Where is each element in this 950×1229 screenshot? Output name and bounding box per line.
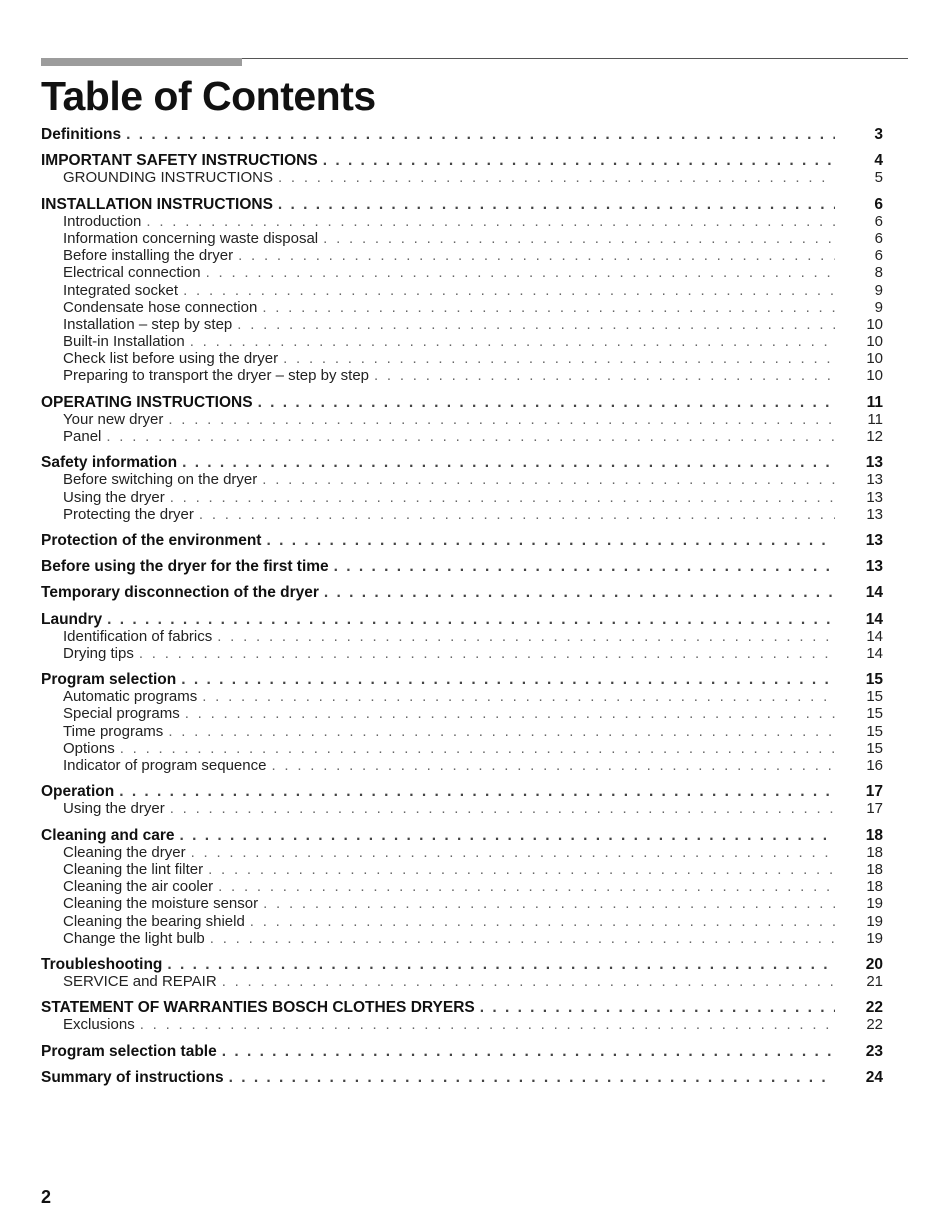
toc-subsection-entry[interactable]: [41, 489, 883, 506]
toc-entry-label: INSTALLATION INSTRUCTIONS: [41, 195, 273, 213]
toc-entry-page: 17: [865, 783, 883, 801]
toc-entry-label: Before switching on the dryer: [63, 471, 258, 489]
dot-leader: [324, 584, 835, 601]
toc-entry-page: 11: [867, 410, 883, 428]
dot-leader: [258, 394, 835, 411]
toc-entry-page: 6: [874, 247, 883, 265]
dot-leader: [262, 471, 835, 488]
dot-leader: [106, 428, 835, 445]
toc-entry-label: Condensate hose connection: [63, 298, 258, 316]
toc-entry-page: 13: [866, 471, 883, 489]
dot-leader: [180, 827, 835, 844]
toc-entry-page: 17: [866, 800, 883, 818]
toc-group: [41, 152, 883, 186]
toc-subsection-entry[interactable]: [41, 800, 883, 817]
toc-section-entry[interactable]: [41, 671, 883, 688]
toc-group: [41, 671, 883, 774]
toc-section-entry[interactable]: [41, 394, 883, 411]
dot-leader: [374, 367, 835, 384]
toc-entry-page: 14: [865, 584, 883, 602]
toc-entry-label: Program selection: [41, 671, 177, 689]
toc-entry-page: 4: [874, 152, 883, 170]
dot-leader: [480, 999, 835, 1016]
toc-group: [41, 196, 883, 385]
toc-subsection-entry[interactable]: [41, 705, 883, 722]
dot-leader: [120, 740, 835, 757]
toc-section-entry[interactable]: [41, 454, 883, 471]
toc-entry-page: 24: [865, 1068, 883, 1086]
toc-entry-label: Safety information: [41, 454, 178, 472]
toc-subsection-entry[interactable]: [41, 1016, 883, 1033]
toc-section-entry[interactable]: [41, 611, 883, 628]
toc-section-entry[interactable]: [41, 558, 883, 575]
toc-group: [41, 126, 883, 143]
toc-subsection-entry[interactable]: [41, 213, 883, 230]
dot-leader: [334, 558, 835, 575]
toc-section-entry[interactable]: [41, 584, 883, 601]
toc-entry-page: 19: [866, 895, 883, 913]
dot-leader: [199, 506, 835, 523]
toc-entry-label: Exclusions: [63, 1016, 135, 1034]
toc-entry-label: Time programs: [63, 722, 164, 740]
toc-entry-page: 15: [865, 671, 883, 689]
toc-section-entry[interactable]: [41, 827, 883, 844]
dot-leader: [183, 282, 835, 299]
toc-group: [41, 584, 883, 601]
dot-leader: [218, 878, 835, 895]
toc-entry-page: 10: [866, 333, 883, 351]
toc-entry-page: 11: [866, 393, 883, 411]
dot-leader: [119, 783, 835, 800]
toc-subsection-entry[interactable]: [41, 913, 883, 930]
toc-entry-label: Using the dryer: [63, 800, 165, 818]
toc-entry-page: 6: [874, 212, 883, 230]
toc-group: [41, 611, 883, 663]
toc-subsection-entry[interactable]: [41, 333, 883, 350]
toc-entry-page: 15: [866, 722, 883, 740]
toc-entry-page: 8: [874, 264, 883, 282]
toc-entry-label: Automatic programs: [63, 688, 198, 706]
dot-leader: [210, 930, 835, 947]
toc-subsection-entry[interactable]: [41, 367, 883, 384]
toc-entry-page: 3: [874, 126, 883, 143]
toc-subsection-entry[interactable]: [41, 230, 883, 247]
toc-entry-label: Special programs: [63, 705, 180, 723]
toc-subsection-entry[interactable]: [41, 757, 883, 774]
toc-group: [41, 827, 883, 947]
toc-entry-label: Cleaning the bearing shield: [63, 912, 245, 930]
toc-subsection-entry[interactable]: [41, 471, 883, 488]
dot-leader: [283, 350, 835, 367]
toc-subsection-entry[interactable]: [41, 299, 883, 316]
toc-entry-label: Electrical connection: [63, 264, 201, 282]
toc-entry-page: 14: [866, 644, 883, 662]
toc-entry-label: Protecting the dryer: [63, 505, 194, 523]
toc-group: [41, 558, 883, 575]
dot-leader: [237, 316, 835, 333]
dot-leader: [139, 645, 835, 662]
toc-entry-page: 13: [865, 454, 883, 472]
toc-group: [41, 454, 883, 523]
toc-entry-label: Protection of the environment: [41, 531, 262, 549]
toc-entry-label: Identification of fabrics: [63, 627, 213, 645]
dot-leader: [250, 913, 835, 930]
toc-entry-label: Using the dryer: [63, 488, 165, 506]
toc-entry-page: 10: [866, 367, 883, 385]
toc-group: [41, 783, 883, 817]
toc-subsection-entry[interactable]: [41, 282, 883, 299]
toc-entry-label: Cleaning the air cooler: [63, 878, 214, 896]
toc-entry-label: Your new dryer: [63, 410, 164, 428]
toc-entry-label: Integrated socket: [63, 281, 179, 299]
toc-section-entry[interactable]: [41, 152, 883, 169]
dot-leader: [146, 213, 835, 230]
dot-leader: [202, 688, 835, 705]
dot-leader: [323, 230, 835, 247]
dot-leader: [140, 1016, 835, 1033]
dot-leader: [206, 264, 835, 281]
toc-entry-label: Indicator of program sequence: [63, 757, 267, 774]
toc-entry-label: STATEMENT OF WARRANTIES BOSCH CLOTHES DRYERS: [41, 999, 475, 1017]
toc-group: [41, 956, 883, 990]
toc-entry-label: Summary of instructions: [41, 1068, 224, 1086]
header-tab-bar: [41, 58, 242, 66]
toc-entry-label: Preparing to transport the dryer – step by step: [63, 367, 369, 385]
dot-leader: [126, 126, 835, 143]
toc-subsection-entry[interactable]: [41, 428, 883, 445]
toc-subsection-entry[interactable]: [41, 350, 883, 367]
page-title: Table of Contents: [41, 73, 376, 119]
toc-entry-page: 16: [866, 757, 883, 774]
dot-leader: [185, 705, 835, 722]
toc-entry-label: OPERATING INSTRUCTIONS: [41, 393, 253, 411]
toc-entry-label: Cleaning the moisture sensor: [63, 895, 259, 913]
toc-section-entry[interactable]: [41, 783, 883, 800]
table-of-contents: [41, 126, 883, 1086]
toc-entry-label: Before installing the dryer: [63, 247, 234, 265]
toc-subsection-entry[interactable]: [41, 506, 883, 523]
toc-entry-label: Cleaning the dryer: [63, 843, 186, 861]
toc-group: [41, 999, 883, 1033]
toc-subsection-entry[interactable]: [41, 861, 883, 878]
dot-leader: [170, 800, 835, 817]
toc-entry-page: 15: [866, 739, 883, 757]
toc-entry-label: GROUNDING INSTRUCTIONS: [63, 169, 273, 187]
toc-entry-page: 13: [865, 558, 883, 576]
toc-entry-page: 14: [865, 610, 883, 628]
toc-entry-page: 23: [865, 1042, 883, 1060]
toc-entry-label: Before using the dryer for the first time: [41, 558, 329, 576]
toc-entry-page: 13: [865, 531, 883, 549]
toc-entry-page: 15: [866, 688, 883, 706]
toc-group: [41, 1043, 883, 1060]
toc-subsection-entry[interactable]: [41, 247, 883, 264]
toc-subsection-entry[interactable]: [41, 264, 883, 281]
dot-leader: [217, 628, 835, 645]
dot-leader: [107, 611, 835, 628]
toc-entry-label: Check list before using the dryer: [63, 350, 279, 368]
dot-leader: [182, 454, 835, 471]
toc-group: [41, 532, 883, 549]
toc-subsection-entry[interactable]: [41, 930, 883, 947]
toc-entry-page: 10: [866, 350, 883, 368]
toc-entry-page: 22: [866, 1016, 883, 1034]
toc-entry-label: Information concerning waste disposal: [63, 229, 319, 247]
dot-leader: [323, 152, 835, 169]
toc-entry-label: Introduction: [63, 212, 142, 230]
toc-entry-label: Laundry: [41, 610, 103, 628]
toc-entry-page: 21: [866, 973, 883, 991]
toc-subsection-entry[interactable]: [41, 628, 883, 645]
toc-entry-label: Installation – step by step: [63, 315, 233, 333]
toc-entry-page: 19: [866, 929, 883, 947]
dot-leader: [190, 333, 835, 350]
dot-leader: [170, 489, 835, 506]
toc-entry-label: Troubleshooting: [41, 955, 163, 973]
toc-section-entry[interactable]: [41, 1043, 883, 1060]
toc-subsection-entry[interactable]: [41, 740, 883, 757]
toc-entry-label: SERVICE and REPAIR: [63, 973, 217, 991]
toc-entry-page: 6: [874, 229, 883, 247]
toc-entry-page: 6: [874, 195, 883, 213]
toc-subsection-entry[interactable]: [41, 844, 883, 861]
dot-leader: [271, 757, 835, 774]
toc-section-entry[interactable]: [41, 196, 883, 213]
toc-entry-label: Cleaning the lint filter: [63, 860, 204, 878]
toc-subsection-entry[interactable]: [41, 169, 883, 186]
page-number: 2: [41, 1187, 52, 1207]
toc-group: [41, 1069, 883, 1086]
toc-entry-page: 14: [866, 627, 883, 645]
toc-subsection-entry[interactable]: [41, 316, 883, 333]
toc-entry-page: 15: [866, 705, 883, 723]
dot-leader: [167, 956, 835, 973]
toc-entry-page: 18: [866, 878, 883, 896]
toc-subsection-entry[interactable]: [41, 411, 883, 428]
toc-entry-label: Built-in Installation: [63, 333, 185, 351]
toc-entry-page: 18: [865, 826, 883, 844]
dot-leader: [168, 411, 835, 428]
toc-entry-page: 10: [866, 315, 883, 333]
toc-entry-label: Cleaning and care: [41, 826, 175, 844]
toc-entry-page: 9: [874, 298, 883, 316]
dot-leader: [278, 196, 835, 213]
toc-entry-page: 12: [866, 428, 883, 445]
dot-leader: [263, 895, 835, 912]
dot-leader: [181, 671, 835, 688]
toc-entry-page: 22: [865, 999, 883, 1017]
toc-section-entry[interactable]: [41, 999, 883, 1016]
toc-entry-label: IMPORTANT SAFETY INSTRUCTIONS: [41, 152, 318, 170]
dot-leader: [238, 247, 835, 264]
toc-entry-page: 18: [866, 843, 883, 861]
toc-entry-label: Program selection table: [41, 1042, 217, 1060]
toc-section-entry[interactable]: [41, 956, 883, 973]
toc-entry-page: 13: [866, 505, 883, 523]
toc-entry-label: Drying tips: [63, 644, 134, 662]
toc-section-entry[interactable]: [41, 532, 883, 549]
toc-entry-page: 9: [874, 281, 883, 299]
toc-entry-page: 20: [865, 955, 883, 973]
dot-leader: [222, 1043, 835, 1060]
toc-subsection-entry[interactable]: [41, 878, 883, 895]
toc-section-entry[interactable]: [41, 126, 883, 143]
toc-subsection-entry[interactable]: [41, 973, 883, 990]
toc-subsection-entry[interactable]: [41, 688, 883, 705]
toc-group: [41, 394, 883, 446]
toc-entry-label: Options: [63, 739, 115, 757]
dot-leader: [222, 973, 835, 990]
toc-entry-page: 13: [866, 488, 883, 506]
toc-entry-label: Change the light bulb: [63, 929, 205, 947]
dot-leader: [191, 844, 835, 861]
dot-leader: [168, 723, 835, 740]
toc-entry-label: Definitions: [41, 126, 122, 143]
toc-entry-page: 5: [874, 169, 883, 187]
toc-subsection-entry[interactable]: [41, 645, 883, 662]
toc-entry-label: Operation: [41, 783, 115, 801]
dot-leader: [208, 861, 835, 878]
toc-entry-page: 19: [866, 912, 883, 930]
toc-subsection-entry[interactable]: [41, 895, 883, 912]
toc-section-entry[interactable]: [41, 1069, 883, 1086]
toc-entry-label: Temporary disconnection of the dryer: [41, 584, 319, 602]
dot-leader: [229, 1069, 835, 1086]
toc-entry-label: Panel: [63, 428, 102, 445]
dot-leader: [278, 169, 835, 186]
toc-subsection-entry[interactable]: [41, 723, 883, 740]
dot-leader: [266, 532, 835, 549]
dot-leader: [262, 299, 835, 316]
toc-entry-page: 18: [866, 860, 883, 878]
